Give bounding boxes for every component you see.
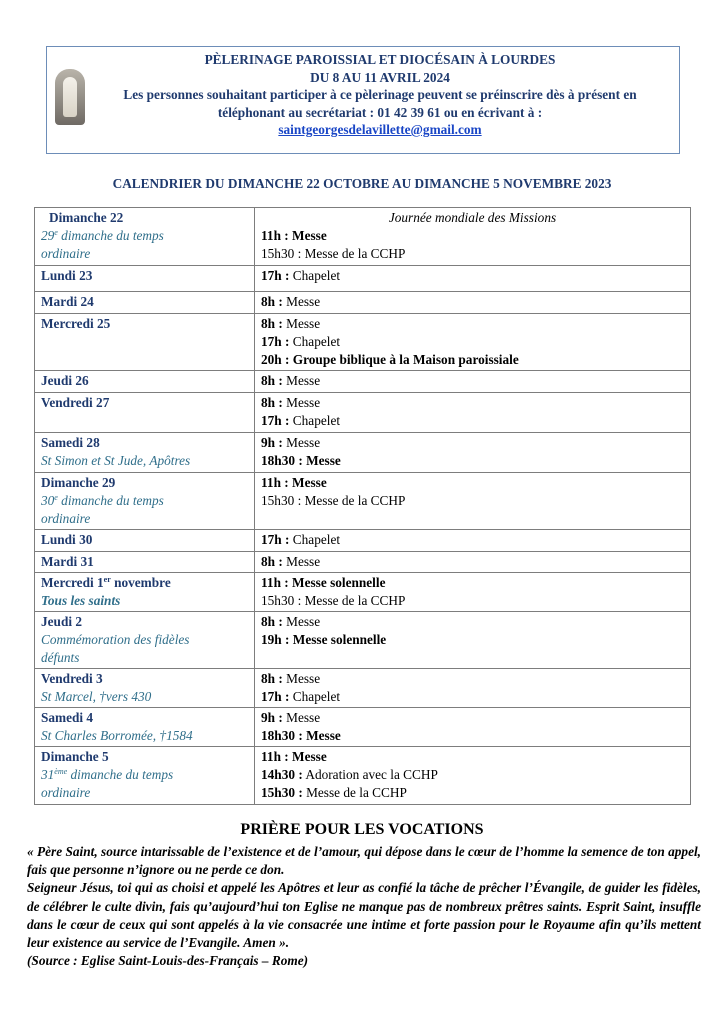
- day-subtitle: [41, 727, 248, 745]
- calendar-day-cell: [35, 573, 255, 612]
- calendar-row: [35, 552, 691, 573]
- event-time: 19h :: [261, 632, 290, 647]
- day-subtitle-text: St Simon et St Jude, Apôtres: [41, 453, 191, 468]
- calendar-events-cell: [255, 473, 691, 530]
- day-name: [41, 574, 248, 592]
- event-text: Messe de la CCHP: [302, 785, 407, 800]
- event-line: [261, 267, 684, 285]
- day-name-text: Dimanche 29: [41, 475, 116, 490]
- calendar-row: [35, 393, 691, 433]
- event-text: Messe: [282, 316, 321, 331]
- calendar-row: [35, 371, 691, 393]
- event-text: Chapelet: [289, 334, 341, 349]
- calendar-events-cell: [255, 371, 691, 393]
- event-time: 18h30 :: [261, 453, 303, 468]
- day-name: [41, 372, 248, 390]
- calendar-row: [35, 314, 691, 371]
- event-time: 8h :: [261, 294, 283, 309]
- day-name: [41, 709, 248, 727]
- day-subtitle-text: dimanche du temps: [57, 493, 164, 508]
- event-note: Journée mondiale des Missions: [388, 210, 557, 225]
- day-name: [41, 267, 248, 285]
- day-name: [41, 434, 248, 452]
- day-name-text: Lundi 30: [41, 532, 93, 547]
- calendar-row: [35, 747, 691, 805]
- event-line: [261, 492, 684, 510]
- event-text: Chapelet: [289, 413, 341, 428]
- ordinal-number: 30: [41, 493, 55, 508]
- day-name: [41, 670, 248, 688]
- day-name: [41, 474, 248, 492]
- day-subtitle: [41, 688, 248, 706]
- day-subtitle-text: Commémoration des fidèles: [41, 632, 190, 647]
- event-text: Messe: [288, 749, 327, 764]
- event-time: 11h :: [261, 575, 289, 590]
- event-line: [261, 351, 684, 369]
- event-time: 11h :: [261, 228, 289, 243]
- day-subtitle-text: dimanche du temps: [67, 767, 174, 782]
- day-subtitle: [41, 245, 248, 263]
- day-subtitle: [41, 766, 248, 784]
- event-text: Messe: [282, 710, 321, 725]
- pilgrimage-title: PÈLERINAGE PAROISSIAL ET DIOCÉSAIN À LOURDES: [204, 52, 556, 67]
- day-name: [41, 293, 248, 311]
- day-name-text: Dimanche 5: [41, 749, 109, 764]
- day-subtitle-text: St Charles Borromée, †1584: [41, 728, 193, 743]
- event-line: [261, 412, 684, 430]
- calendar-day-cell: [35, 669, 255, 708]
- prayer-title: PRIÈRE POUR LES VOCATIONS: [240, 821, 484, 838]
- event-line: [261, 531, 684, 549]
- event-text: Messe: [282, 373, 321, 388]
- pilgrimage-info-line-2: téléphonant au secrétariat : 01 42 39 61 ou en écrivant à :: [217, 104, 543, 120]
- day-name-text: Mardi 31: [41, 554, 94, 569]
- event-text: Messe solennelle: [288, 575, 386, 590]
- day-name: [41, 394, 248, 412]
- prayer-text: [27, 843, 701, 970]
- calendar-events-cell: [255, 708, 691, 747]
- event-text: Groupe biblique à la Maison paroissiale: [289, 352, 519, 367]
- day-name-text: Samedi 4: [41, 710, 94, 725]
- day-subtitle-text: dimanche du temps: [57, 228, 164, 243]
- calendar-events-cell: [255, 208, 691, 266]
- event-time: 20h :: [261, 352, 290, 367]
- event-time: 11h :: [261, 475, 289, 490]
- day-name: [41, 315, 248, 333]
- event-line: [261, 245, 684, 263]
- calendar-events-cell: [255, 573, 691, 612]
- event-line: [261, 727, 684, 745]
- calendar-day-cell: [35, 266, 255, 292]
- day-subtitle-text: défunts: [41, 650, 80, 665]
- event-line: [261, 709, 684, 727]
- day-name: [41, 209, 248, 227]
- day-subtitle: [41, 631, 248, 649]
- event-text: Messe: [288, 475, 327, 490]
- event-line: [261, 553, 684, 571]
- event-text: Messe: [302, 728, 341, 743]
- day-subtitle: [41, 784, 248, 802]
- event-text: Messe: [302, 453, 341, 468]
- calendar-events-cell: [255, 552, 691, 573]
- event-time: 8h :: [261, 395, 283, 410]
- day-subtitle: [41, 227, 248, 245]
- calendar-events-cell: [255, 314, 691, 371]
- event-line: [261, 592, 684, 610]
- calendar-events-cell: [255, 612, 691, 669]
- event-time: 8h :: [261, 671, 283, 686]
- day-name-text: Dimanche 22: [49, 210, 124, 225]
- day-name-text: Jeudi 26: [41, 373, 89, 388]
- event-line: [261, 227, 684, 245]
- event-time: 8h :: [261, 614, 283, 629]
- event-text: Messe: [282, 554, 321, 569]
- event-text: 15h30 : Messe de la CCHP: [261, 593, 406, 608]
- calendar-day-cell: [35, 371, 255, 393]
- day-name-text: Mercredi 1: [41, 575, 104, 590]
- day-subtitle: [41, 592, 248, 610]
- calendar-day-cell: [35, 552, 255, 573]
- event-line: [261, 631, 684, 649]
- event-time: 18h30 :: [261, 728, 303, 743]
- ordinal-superscript: ème: [54, 767, 68, 776]
- day-name-text: Vendredi 27: [41, 395, 110, 410]
- calendar-day-cell: [35, 393, 255, 433]
- calendar-day-cell: [35, 747, 255, 805]
- event-line: [261, 613, 684, 631]
- day-subtitle-text: ordinaire: [41, 246, 91, 261]
- event-line: [261, 434, 684, 452]
- day-name-text: Vendredi 3: [41, 671, 103, 686]
- calendar-row: [35, 530, 691, 552]
- event-text: Chapelet: [289, 532, 341, 547]
- event-text: Chapelet: [289, 268, 341, 283]
- calendar-events-cell: [255, 433, 691, 473]
- event-line: [261, 293, 684, 311]
- event-line: [261, 333, 684, 351]
- event-line: [261, 670, 684, 688]
- event-text: Messe solennelle: [289, 632, 387, 647]
- calendar-day-cell: [35, 473, 255, 530]
- ordinal-number: 29: [41, 228, 55, 243]
- event-time: 17h :: [261, 413, 290, 428]
- pilgrimage-dates: DU 8 AU 11 AVRIL 2024: [310, 69, 450, 85]
- calendar-row: [35, 433, 691, 473]
- day-subtitle: [41, 452, 248, 470]
- event-line: [261, 574, 684, 592]
- pilgrimage-announcement-text: [87, 51, 673, 139]
- calendar-day-cell: [35, 708, 255, 747]
- day-name: [41, 553, 248, 571]
- lourdes-statue-image: [55, 69, 85, 125]
- ordinal-superscript: e: [54, 493, 58, 502]
- calendar-events-cell: [255, 747, 691, 805]
- event-time: 17h :: [261, 268, 290, 283]
- event-line: [261, 315, 684, 333]
- event-line: [261, 748, 684, 766]
- event-time: 15h30 :: [261, 785, 303, 800]
- event-time: 9h :: [261, 710, 283, 725]
- day-name-text: Samedi 28: [41, 435, 100, 450]
- event-line: [261, 394, 684, 412]
- calendar-row: [35, 266, 691, 292]
- prayer-source: (Source : Eglise Saint-Louis-des-Français – Rome): [27, 953, 309, 969]
- calendar-row: [35, 708, 691, 747]
- event-text: Messe: [282, 614, 321, 629]
- calendar-row: [35, 473, 691, 530]
- event-text: Adoration avec la CCHP: [302, 767, 438, 782]
- ordinal-superscript: e: [54, 228, 58, 237]
- day-name: [41, 748, 248, 766]
- calendar-row: [35, 612, 691, 669]
- calendar-day-cell: [35, 612, 255, 669]
- event-line: [261, 474, 684, 492]
- event-time: 17h :: [261, 532, 290, 547]
- calendar-day-cell: [35, 314, 255, 371]
- event-text: 15h30 : Messe de la CCHP: [261, 246, 406, 261]
- day-subtitle: [41, 510, 248, 528]
- calendar-events-cell: [255, 669, 691, 708]
- calendar-events-cell: [255, 266, 691, 292]
- calendar-events-cell: [255, 530, 691, 552]
- day-subtitle-text: ordinaire: [41, 511, 91, 526]
- event-text: Messe: [282, 294, 321, 309]
- event-line: [261, 452, 684, 470]
- event-time: 11h :: [261, 749, 289, 764]
- day-subtitle: [41, 649, 248, 667]
- calendar-title: CALENDRIER DU DIMANCHE 22 OCTOBRE AU DIMANCHE 5 NOVEMBRE 2023: [112, 176, 612, 191]
- event-line: [261, 784, 684, 802]
- calendar-day-cell: [35, 433, 255, 473]
- event-line: [261, 688, 684, 706]
- event-time: 17h :: [261, 689, 290, 704]
- contact-email-link[interactable]: saintgeorgesdelavillette@gmail.com: [278, 122, 482, 137]
- calendar-row: [35, 573, 691, 612]
- event-text: Messe: [288, 228, 327, 243]
- day-subtitle-text: St Marcel, †vers 430: [41, 689, 152, 704]
- calendar-day-cell: [35, 292, 255, 314]
- pilgrimage-info-line-1: Les personnes souhaitant participer à ce pèlerinage peuvent se préinscrire dès à présent en: [123, 87, 637, 102]
- day-name-text: Lundi 23: [41, 268, 93, 283]
- event-line: [261, 372, 684, 390]
- day-name-text: Jeudi 2: [41, 614, 83, 629]
- calendar-row: [35, 208, 691, 266]
- event-time: 9h :: [261, 435, 283, 450]
- day-name-suffix: novembre: [110, 575, 171, 590]
- day-name-text: Mercredi 25: [41, 316, 111, 331]
- event-text: Chapelet: [289, 689, 341, 704]
- calendar-row: [35, 669, 691, 708]
- event-time: 8h :: [261, 554, 283, 569]
- prayer-paragraph-1: « Père Saint, source intarissable de l’existence et de l’amour, qui dépose dans le cœur de l’homme la semence de ton appel, fais que personne n’ignore ou ne perde ce don.: [27, 844, 701, 878]
- ordinal-number: 31: [41, 767, 55, 782]
- day-name-superscript: er: [103, 575, 111, 584]
- event-text: Messe: [282, 435, 321, 450]
- calendar-day-cell: [35, 530, 255, 552]
- calendar-row: [35, 292, 691, 314]
- event-text: Messe: [282, 395, 321, 410]
- event-time: 8h :: [261, 316, 283, 331]
- event-line: [261, 766, 684, 784]
- day-name: [41, 531, 248, 549]
- calendar-day-cell: [35, 208, 255, 266]
- event-time: 14h30 :: [261, 767, 303, 782]
- day-subtitle-text: ordinaire: [41, 785, 91, 800]
- calendar-events-cell: [255, 292, 691, 314]
- event-text: 15h30 : Messe de la CCHP: [261, 493, 406, 508]
- event-time: 17h :: [261, 334, 290, 349]
- calendar-table: [34, 207, 691, 805]
- event-time: 8h :: [261, 373, 283, 388]
- prayer-paragraph-2: Seigneur Jésus, toi qui as choisi et appelé les Apôtres et leur as confié la tâche de prêcher l’Évangile, de guider les fidèles, de célébrer le culte divin, fais qu’aujourd’hui ton Eglise ne manque pas de nombreux prêtres saints. Esprit Saint, insuffle dans le cœur de ceux qui sont appelés à la vie consacrée une intime et forte passion pour le Royaume afin qu’ils mettent leur existence au service de l’Evangile. Amen ».: [27, 880, 701, 951]
- calendar-events-cell: [255, 393, 691, 433]
- day-subtitle-text: Tous les saints: [41, 593, 121, 608]
- day-name: [41, 613, 248, 631]
- pilgrimage-announcement-box: [46, 46, 680, 154]
- day-name-text: Mardi 24: [41, 294, 94, 309]
- event-text: Messe: [282, 671, 321, 686]
- day-subtitle: [41, 492, 248, 510]
